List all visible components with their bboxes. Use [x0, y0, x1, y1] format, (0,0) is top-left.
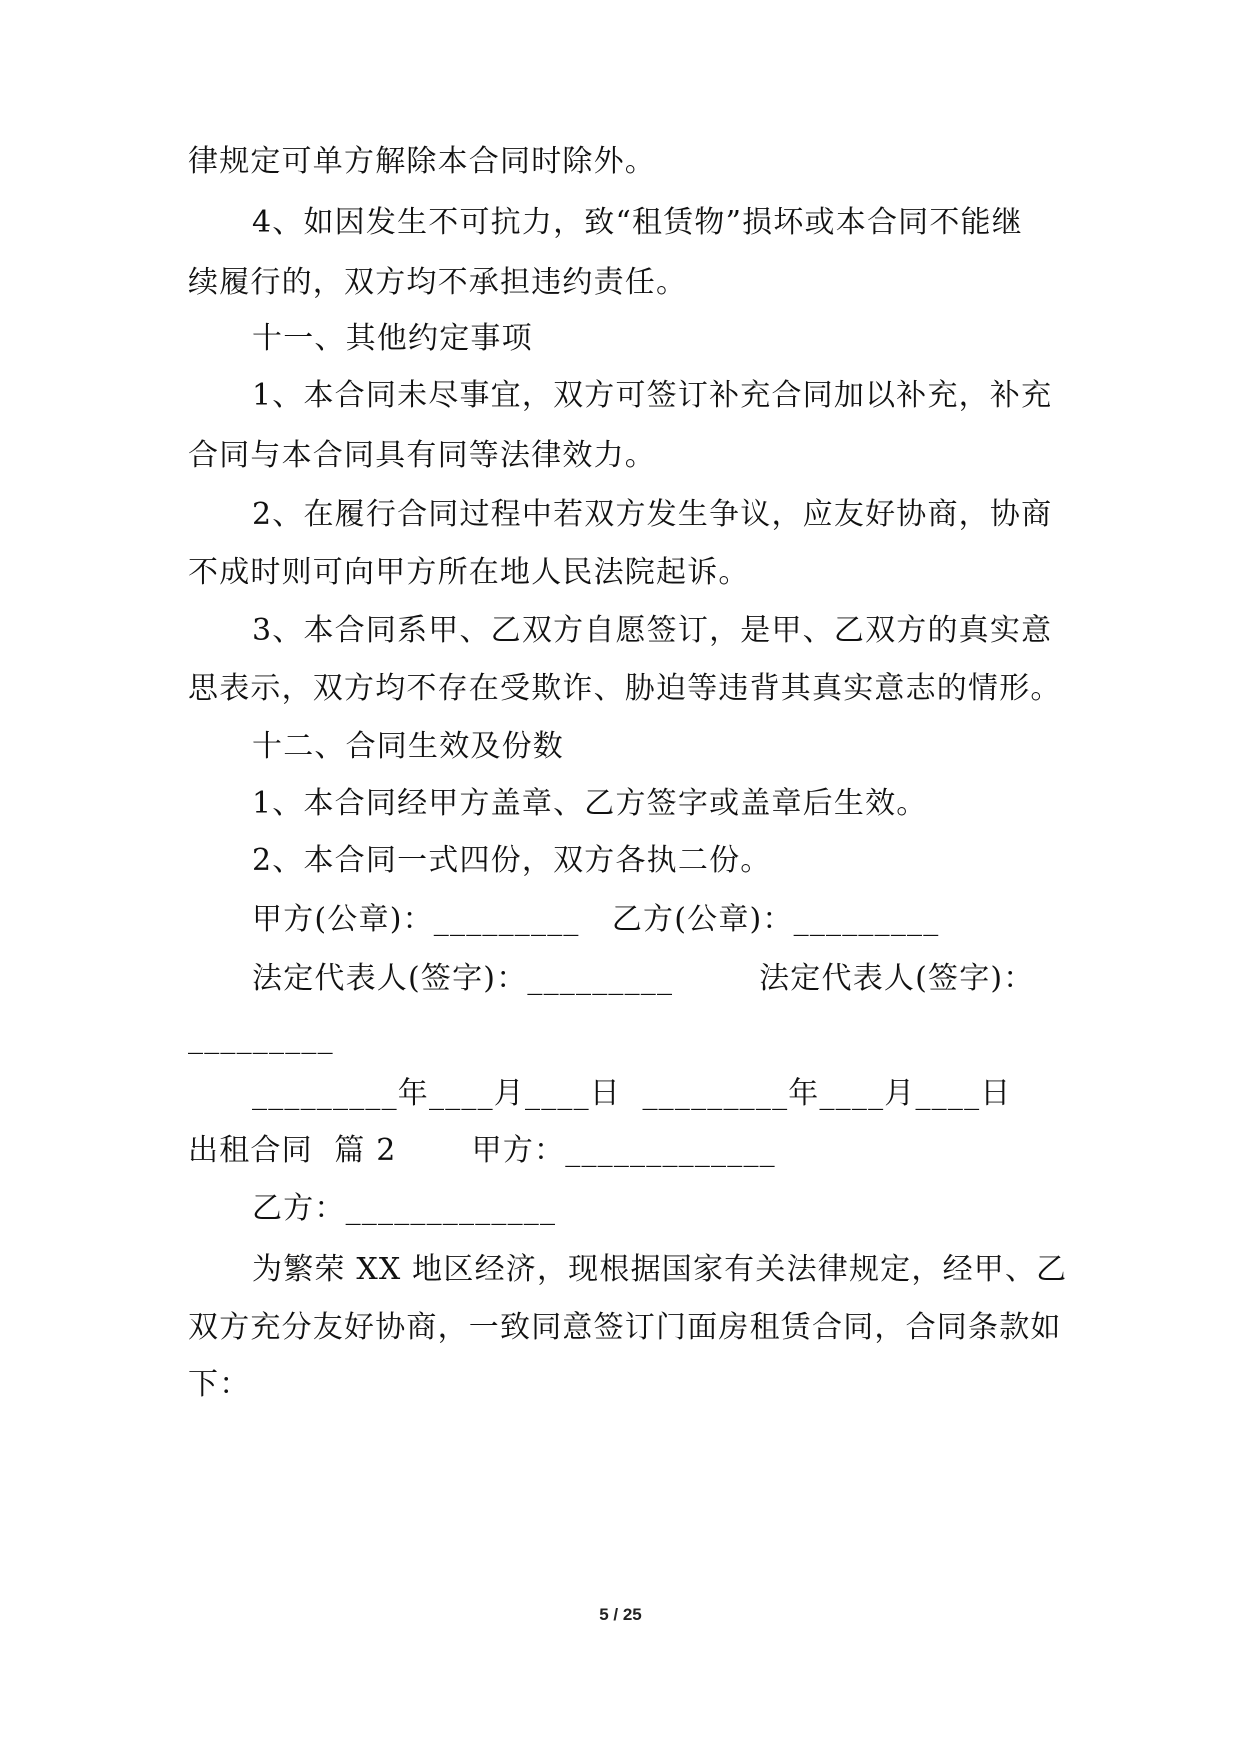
signature-blank-line: _________	[188, 1020, 334, 1055]
text-line-1: 律规定可单方解除本合同时除外。	[188, 144, 656, 179]
text-line-8: 不成时则可向甲方所在地人民法院起诉。	[188, 555, 750, 590]
page-number: 5 / 25	[599, 1605, 642, 1624]
preamble-line-1: 为繁荣 XX 地区经济，现根据国家有关法律规定，经甲、乙	[252, 1252, 1068, 1287]
text-line-9: 3、本合同系甲、乙双方自愿签订，是甲、乙双方的真实意	[252, 613, 1053, 648]
date-line: _________年____月____日 _________年____月____日	[252, 1076, 1012, 1111]
section-heading-11: 十一、其他约定事项	[252, 321, 533, 356]
preamble-line-2: 双方充分友好协商，一致同意签订门面房租赁合同，合同条款如	[188, 1310, 1062, 1345]
text-line-6: 合同与本合同具有同等法律效力。	[188, 438, 656, 473]
text-line-7: 2、在履行合同过程中若双方发生争议，应友好协商，协商	[252, 497, 1053, 532]
text-line-12: 1、本合同经甲方盖章、乙方签字或盖章后生效。	[252, 786, 928, 821]
text-line-13: 2、本合同一式四份，双方各执二份。	[252, 843, 772, 878]
party-b-line: 乙方：_____________	[252, 1191, 557, 1226]
text-line-2: 4、如因发生不可抗力，致“租赁物”损坏或本合同不能继	[252, 205, 1023, 240]
section-heading-12: 十二、合同生效及份数	[252, 729, 564, 764]
text-line-10: 思表示，双方均不存在受欺诈、胁迫等违背其真实意志的情形。	[188, 671, 1062, 706]
signature-seal-line: 甲方(公章)：_________ 乙方(公章)：_________	[252, 902, 940, 937]
contract-title-line: 出租合同 篇 2 甲方：_____________	[188, 1133, 776, 1168]
text-line-3: 续履行的，双方均不承担违约责任。	[188, 265, 688, 300]
legal-representative-line: 法定代表人(签字)：_________ 法定代表人(签字)：	[252, 961, 1035, 996]
text-line-5: 1、本合同未尽事宜，双方可签订补充合同加以补充，补充	[252, 378, 1053, 413]
preamble-line-3: 下：	[188, 1367, 251, 1402]
